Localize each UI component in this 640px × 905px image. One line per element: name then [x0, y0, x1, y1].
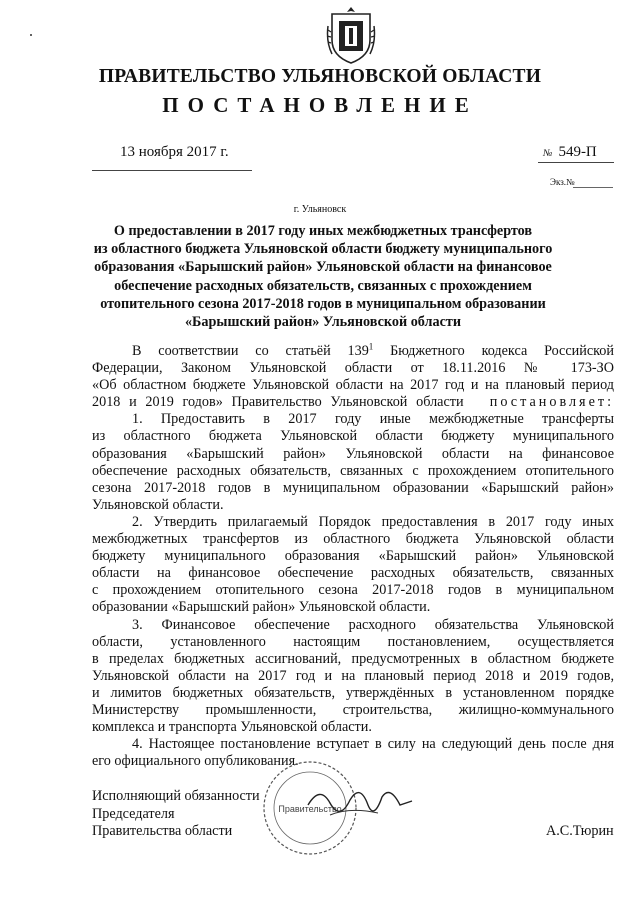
text-line: 4. Настоящее постановление вступает в силу на следующий день после дня: [132, 736, 614, 753]
copy-number-line: [573, 187, 613, 188]
text-line: комплекса и транспорта Ульяновской области.: [92, 719, 372, 736]
preamble-paragraph: [92, 343, 614, 411]
signatory-position-line: Исполняющий обязанности: [92, 788, 260, 804]
text-line: 1. Предоставить в 2017 году иные межбюджетные трансферты: [132, 411, 614, 428]
text-line: Министерству промышленности, строительства, жилищно-коммунального: [92, 701, 614, 718]
government-title: ПРАВИТЕЛЬСТВО УЛЬЯНОВСКОЙ ОБЛАСТИ: [98, 66, 542, 87]
article-superscript: 1: [368, 341, 374, 352]
text-line: «Об областном бюджете Ульяновской области на 2017 год и на плановый период: [92, 377, 614, 394]
text-line: 3. Финансовое обеспечение расходного обязательства Ульяновской: [132, 616, 614, 633]
number-sign: №: [543, 148, 553, 159]
heading-line: из областного бюджета Ульяновской области бюджету муниципального: [93, 241, 553, 258]
text-line: 2018 и 2019 годов» Правительство Ульяновской области постановляет:: [92, 394, 615, 411]
document-body: [92, 343, 614, 770]
text-line: В соответствии со статьёй $139^1$ Бюджетного кодекса Российской: [132, 341, 614, 359]
text-line: Ульяновской области.: [92, 496, 224, 513]
copy-number-label: Экз.№: [550, 177, 575, 187]
stamp-text: Правительство: [278, 804, 342, 814]
document-number-field: [543, 144, 597, 161]
text-line: сезона 2017-2018 годов в муниципальном образовании «Барышский район»: [92, 479, 614, 496]
text-line: из областного бюджета Ульяновской области бюджету муниципального: [92, 428, 614, 445]
text-line: межбюджетных трансфертов из областного бюджета Ульяновской области: [92, 531, 614, 548]
text-line: области, установленного настоящим постановлением, осуществляется: [92, 633, 614, 650]
heading-line: «Барышский район» Ульяновской области: [184, 314, 462, 331]
resolution-heading: [86, 222, 560, 331]
heading-line: О предоставлении в 2017 году иных межбюджетных трансфертов: [113, 223, 533, 239]
text-line: его официального опубликования.: [92, 753, 299, 770]
document-number: 549-П: [558, 144, 597, 160]
coat-of-arms-icon: [326, 6, 376, 66]
heading-line: обеспечение расходных обязательств, связанных с прохождением: [114, 277, 532, 294]
text-line: образовании «Барышский район» Ульяновской области.: [92, 599, 431, 616]
document-type-title: ПОСТАНОВЛЕНИЕ: [162, 93, 478, 117]
text-line: 2. Утвердить прилагаемый Порядок предоставления в 2017 году иных: [132, 513, 614, 530]
signatory-position-line: Председателя: [92, 805, 175, 822]
clause-2: [92, 514, 614, 617]
signature-block: [92, 788, 260, 841]
decree-keyword: постановляет:: [489, 394, 615, 411]
text-line: обеспечение расходных обязательств, связанных с прохождением отопительного: [92, 462, 614, 479]
signatory-name: А.С.Тюрин: [546, 823, 614, 839]
date-underline: [92, 170, 252, 171]
heading-line: образования «Барышский район» Ульяновской области на финансовое: [94, 259, 552, 276]
text-line: в пределах бюджетных ассигнований, предусмотренных в областном бюджете: [92, 650, 614, 667]
handwritten-signature-icon: [300, 775, 420, 835]
text-line: и лимитов бюджетных обязательств, утверждённых в установленном порядке: [92, 684, 614, 701]
city-name: г. Ульяновск: [293, 204, 347, 215]
text-line: области на финансовое обеспечение расходных обязательств, связанных: [92, 565, 614, 582]
document-date: 13 ноября 2017 г.: [120, 144, 229, 160]
text-line: с прохождением отопительного сезона 2017-2018 годов в муниципальном: [92, 582, 614, 599]
text-line: Федерации, Законом Ульяновской области от 18.11.2016 № 173-ЗО: [92, 360, 614, 377]
text-line: образования «Барышский район» Ульяновской области на финансовое: [92, 445, 614, 462]
clause-3: [92, 617, 614, 737]
number-underline: [538, 162, 614, 163]
heading-line: отопительного сезона 2017-2018 годов в муниципальном образовании: [100, 295, 546, 312]
signatory-position-line: Правительства области: [92, 823, 233, 839]
clause-1: [92, 411, 614, 514]
text-line: Ульяновской области на 2017 год и на плановый период 2018 и 2019 годов,: [92, 667, 614, 684]
text-line: бюджету муниципального образования «Барышский район» Ульяновской: [92, 548, 614, 565]
scan-dot: [30, 34, 32, 36]
